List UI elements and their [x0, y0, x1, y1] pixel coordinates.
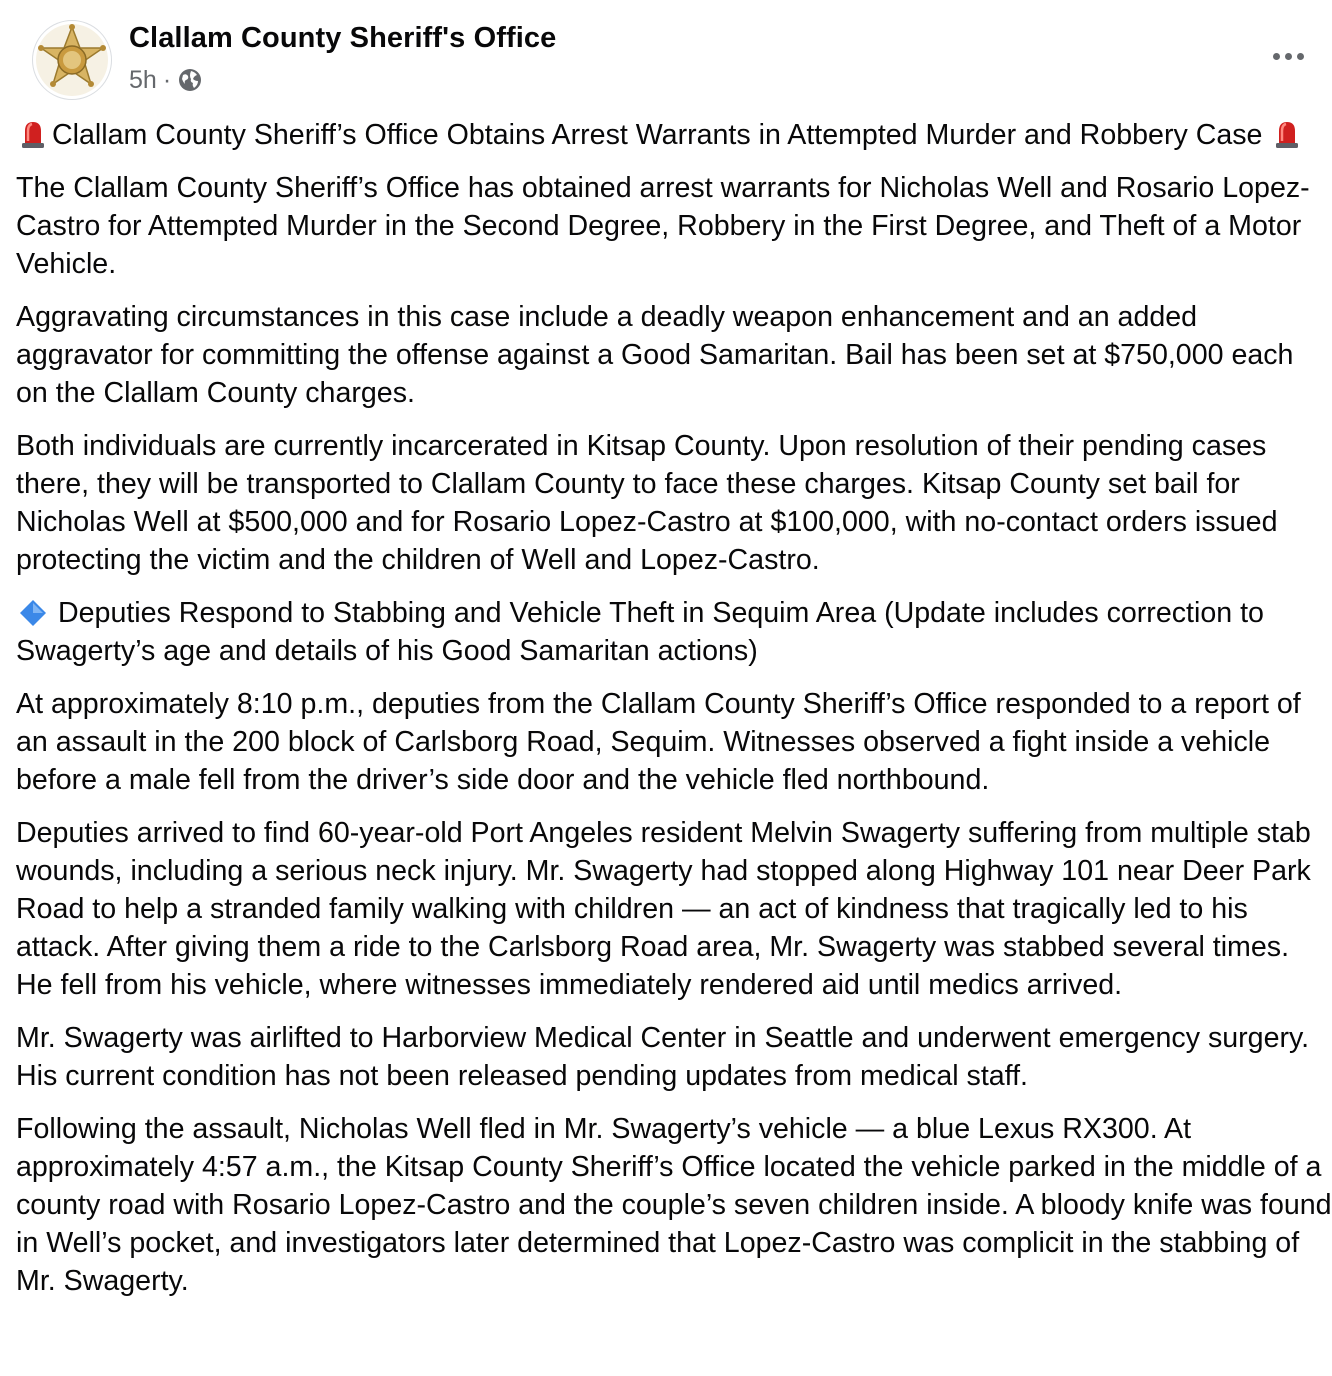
- paragraph: At approximately 8:10 p.m., deputies from the Clallam County Sheriff’s Office responded to a report of an assault in the 200 block of Carlsborg Road, Sequim. Witnesses observed a fight inside a vehicle before a male fell from the driver’s side door and the vehicle fled northbound.: [16, 688, 1301, 796]
- police-light-icon: [1274, 119, 1300, 149]
- post-meta: [129, 64, 203, 96]
- post-time[interactable]: 5h: [129, 65, 157, 94]
- paragraph: Mr. Swagerty was airlifted to Harborview Medical Center in Seattle and underwent emergency surgery. His current condition has not been released pending updates from medical staff.: [16, 1022, 1310, 1092]
- headline-text: Clallam County Sheriff’s Office Obtains Arrest Warrants in Attempted Murder and Robbery Case: [52, 119, 1263, 151]
- police-light-icon: [20, 119, 46, 149]
- paragraph: Both individuals are currently incarcerated in Kitsap County. Upon resolution of their pending cases there, they will be transported to Clallam County to face these charges. Kitsap County set bail for Nicholas Well at $500,000 and for Rosario Lopez-Castro at $100,000, with no-contact orders issued protecting the victim and the children of Well and Lopez-Castro.: [16, 430, 1278, 576]
- blue-diamond-icon: [18, 598, 48, 628]
- sheriff-star-badge-icon: [33, 21, 111, 99]
- paragraph: Following the assault, Nicholas Well fled in Mr. Swagerty’s vehicle — a blue Lexus RX300. At approximately 4:57 a.m., the Kitsap County Sheriff’s Office located the vehicle parked in the middle of a county road with Rosario Lopez-Castro and the couple’s seven children inside. A bloody knife was found in Well’s pocket, and investigators later determined that Lopez-Castro was complicit in the stabbing of Mr. Swagerty.: [16, 1113, 1332, 1297]
- more-dot: [1273, 53, 1280, 60]
- more-dot: [1285, 53, 1292, 60]
- subheading-text: Deputies Respond to Stabbing and Vehicle Theft in Sequim Area (Update includes correction to Swagerty’s age and details of his Good Samaritan actions): [16, 597, 1264, 667]
- paragraph: The Clallam County Sheriff’s Office has obtained arrest warrants for Nicholas Well and Rosario Lopez-Castro for Attempted Murder in the Second Degree, Robbery in the First Degree, and Theft of a Motor Vehicle.: [16, 172, 1310, 280]
- page-name[interactable]: Clallam County Sheriff's Office: [129, 22, 557, 54]
- profile-avatar[interactable]: [32, 20, 112, 100]
- post-header: [16, 0, 1332, 114]
- post-subheading: [16, 594, 1332, 670]
- globe-icon[interactable]: [177, 67, 203, 93]
- paragraph: Deputies arrived to find 60-year-old Port Angeles resident Melvin Swagerty suffering from multiple stab wounds, including a serious neck injury. Mr. Swagerty had stopped along Highway 101 near Deer Park Road to help a stranded family walking with children — an act of kindness that tragically led to his attack. After giving them a ride to the Carlsborg Road area, Mr. Swagerty was stabbed several times. He fell from his vehicle, where witnesses immediately rendered aid until medics arrived.: [16, 817, 1311, 1001]
- more-options-icon[interactable]: [1266, 40, 1310, 72]
- more-dot: [1297, 53, 1304, 60]
- meta-separator: ·: [162, 65, 172, 94]
- post-headline: [16, 116, 1332, 154]
- post-body: [16, 116, 1332, 1315]
- paragraph: Aggravating circumstances in this case include a deadly weapon enhancement and an added aggravator for committing the offense against a Good Samaritan. Bail has been set at $750,000 each on the Clallam County charges.: [16, 301, 1294, 409]
